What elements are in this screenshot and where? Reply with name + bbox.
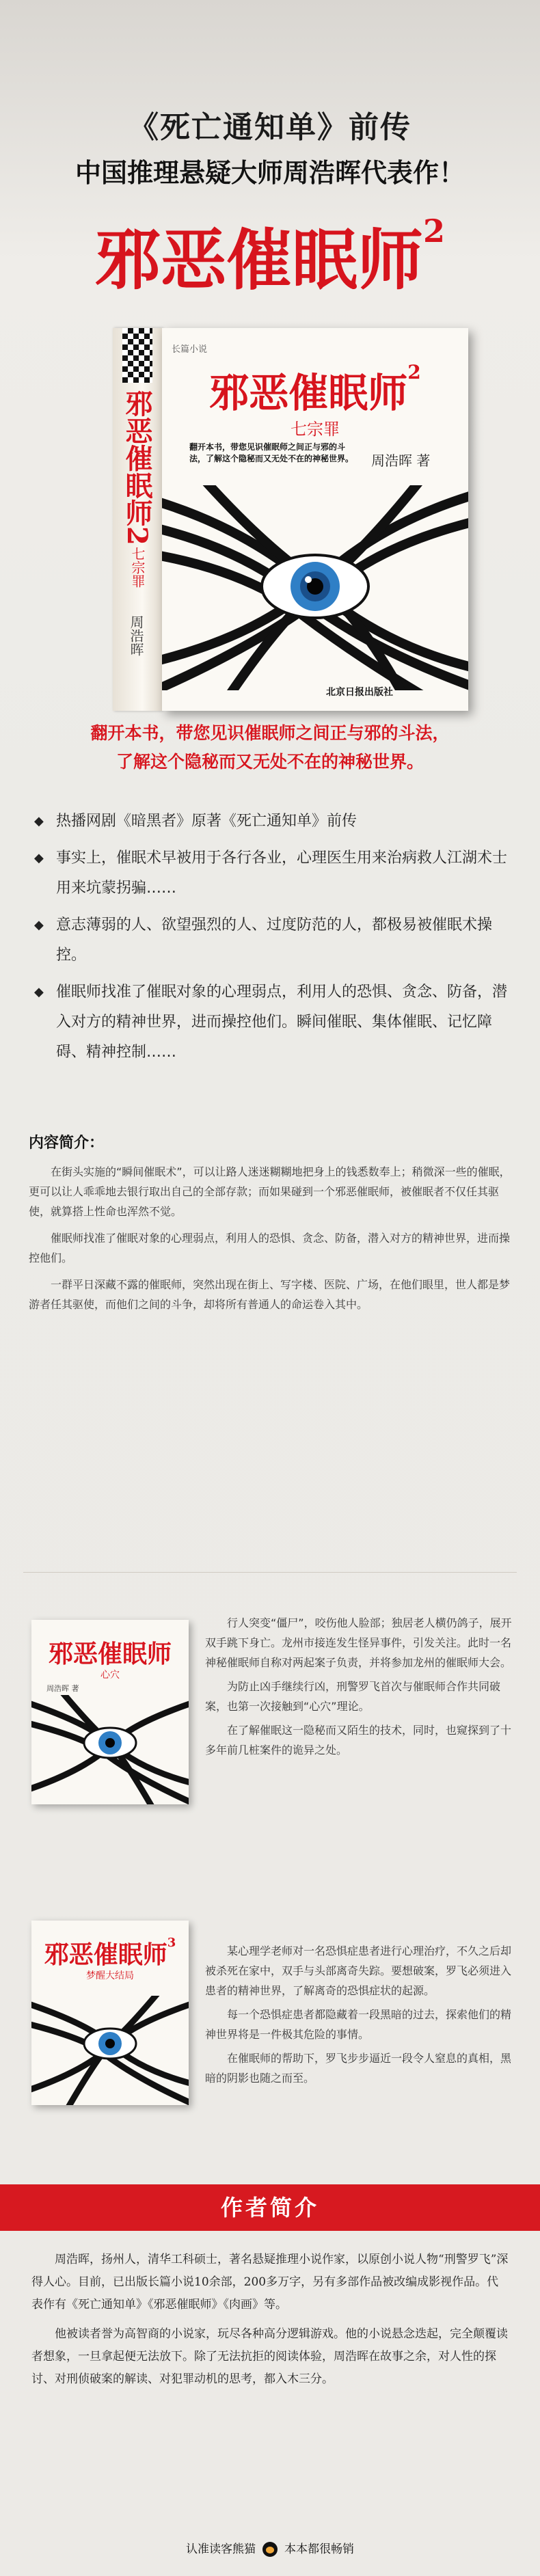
book1-title: 邪恶催眠师: [48, 1640, 172, 1668]
book-front-cover: [162, 328, 468, 711]
cover-author: 周浩晖 著: [371, 452, 431, 469]
hypnotic-eye-illustration: [162, 485, 468, 690]
bullet-item: ◆ 事实上，催眠术早被用于各行各业，心理医生用来治病救人江湖术士用来坑蒙拐骗……: [33, 843, 511, 904]
bullet-item: ◆ 催眠师找准了催眠对象的心理弱点，利用人的恐惧、贪念、防备，潜入对方的精神世界，进而操控他们。瞬间催眠、集体催眠、记忆障碍、精神控制……: [33, 977, 511, 1068]
cover-title: [162, 361, 468, 418]
book3-title-sup: 3: [167, 1936, 176, 1950]
footer: [0, 2539, 540, 2557]
cover-title-text: 邪恶催眠师: [209, 370, 408, 416]
intro-paragraph: 一群平日深藏不露的催眠师，突然出现在街上、写字楼、医院、广场，在他们眼里，世人都是梦游者任其驱使，而他们之间的斗争，却将所有普通人的命运卷入其中。: [29, 1278, 511, 1311]
bullet-item: ◆ 热播网剧《暗黑者》原著《死亡通知单》前传: [33, 806, 511, 837]
series-label: 长篇小说: [172, 344, 208, 355]
spine-author: 周浩晖: [128, 615, 144, 656]
book3-paragraph: 某心理学老师对一名恐惧症患者进行心理治疗，不久之后却被杀死在家中，双手与头部离奇失踪。要想破案，罗飞必须进入患者的精神世界，了解离奇的恐惧症状的起源。: [205, 1944, 512, 1997]
intro-paragraph: 在街头实施的“瞬间催眠术”，可以让路人迷迷糊糊地把身上的钱悉数奉上；稍微深一些的催眠，更可以让人乖乖地去银行取出自己的全部存款；而如果碰到一个邪恶催眠师，被催眠者不仅任其驱使，就算搭上性命也浑然不觉。: [29, 1165, 511, 1218]
author-paragraph: 周浩晖，扬州人，清华工科硕士，著名悬疑推理小说作家，以原创小说人物“刑警罗飞”深得人心。目前，已出版长篇小说10余部，200多万字，另有多部作品被改编成影视作品。代表作有《死亡通知单》《邪恶催眠师》《肉画》等。: [31, 2253, 509, 2311]
panda-icon: [262, 2542, 278, 2557]
main-title-text: 邪恶催眠师: [94, 221, 423, 299]
footer-left: 认准读客熊猫: [186, 2543, 256, 2556]
bullet-item: ◆ 意志薄弱的人、欲望强烈的人、过度防范的人，都极易被催眠术操控。: [33, 910, 511, 971]
book1-paragraph: 行人突变“僵尸”，咬伤他人脸部；独居老人横仍鸽子，展开双手跳下身亡。龙州市接连发生怪异事件，引发关注。此时一名神秘催眠师自称对两起案子负责，并将参加龙州的催眠师大会。: [205, 1616, 512, 1669]
book1-subtitle: 心穴: [100, 1670, 120, 1681]
prequel-line: 《死亡通知单》前传: [129, 110, 411, 145]
intro-body: [29, 1162, 511, 1321]
intro-paragraph: 催眠师找准了催眠对象的心理弱点，利用人的恐惧、贪念、防备，潜入对方的精神世界，进而操控他们。: [29, 1232, 511, 1264]
checker-logo: [122, 328, 152, 383]
book3-paragraph: 在催眠师的帮助下，罗飞步步逼近一段令人窒息的真相，黑暗的阴影也随之而至。: [205, 2052, 512, 2085]
cover-title-sup: 2: [407, 361, 421, 383]
book1-description: [205, 1613, 513, 1764]
section-divider: [23, 1572, 517, 1573]
footer-right: 本本都很畅销: [284, 2543, 354, 2556]
book3-description: [205, 1941, 513, 2092]
book3-subtitle: 梦醒大结局: [86, 1970, 134, 1981]
author-paragraph: 他被读者誉为高智商的小说家，玩尽各种高分逻辑游戏。他的小说悬念迭起，完全颠覆读者想象，一旦拿起便无法放下。除了无法抗拒的阅读体验，周浩晖在故事之余，对人性的探讨、对刑侦破案的解读、对犯罪动机的思考，都入木三分。: [31, 2327, 508, 2386]
publisher: 北京日报出版社: [326, 687, 393, 698]
author-bio: [31, 2249, 510, 2398]
eye-illustration: [31, 1695, 189, 1804]
book3-cover: [31, 1921, 189, 2105]
author-section-bar: [0, 2184, 540, 2231]
main-title-sup: 2: [422, 213, 445, 249]
book-cover-3d: [113, 328, 468, 711]
tagline-line-1: 翻开本书，带您见识催眠师之间正与邪的斗法，: [90, 723, 450, 743]
feature-bullets: [33, 806, 511, 1074]
main-title: [0, 208, 540, 302]
tagline: [0, 719, 540, 776]
book-spine: [113, 328, 162, 711]
book3-title: [31, 1936, 189, 1970]
author-heading: 作者简介: [220, 2195, 319, 2221]
eye-illustration: [31, 1996, 189, 2105]
spine-subtitle: 七宗罪: [129, 547, 146, 588]
promo-line: 中国推理悬疑大师周浩晖代表作！: [75, 158, 465, 188]
cover-subtitle: 七宗罪: [291, 420, 340, 439]
intro-heading: 内容简介：: [29, 1135, 105, 1152]
book1-paragraph: 为防止凶手继续行凶，刑警罗飞首次与催眠师合作共同破案，也第一次接触到“心穴”理论。: [205, 1680, 501, 1713]
book3-title-text: 邪恶催眠师: [44, 1940, 167, 1969]
tagline-line-2: 了解这个隐秘而又无处不在的神秘世界。: [116, 752, 424, 772]
cover-blurb: 翻开本书，带您见识催眠师之间正与邪的斗法，了解这个隐秘而又无处不在的神秘世界。: [189, 442, 354, 463]
book1-cover: [31, 1620, 189, 1804]
book3-paragraph: 每一个恐惧症患者都隐藏着一段黑暗的过去，探索他们的精神世界将是一件极其危险的事情。: [205, 2008, 512, 2041]
spine-title: 邪恶催眠师2: [121, 390, 153, 545]
book1-author: 周浩晖 著: [46, 1684, 79, 1693]
book1-paragraph: 在了解催眠这一隐秘而又陌生的技术，同时，也窥探到了十多年前几桩案件的诡异之处。: [205, 1724, 512, 1757]
